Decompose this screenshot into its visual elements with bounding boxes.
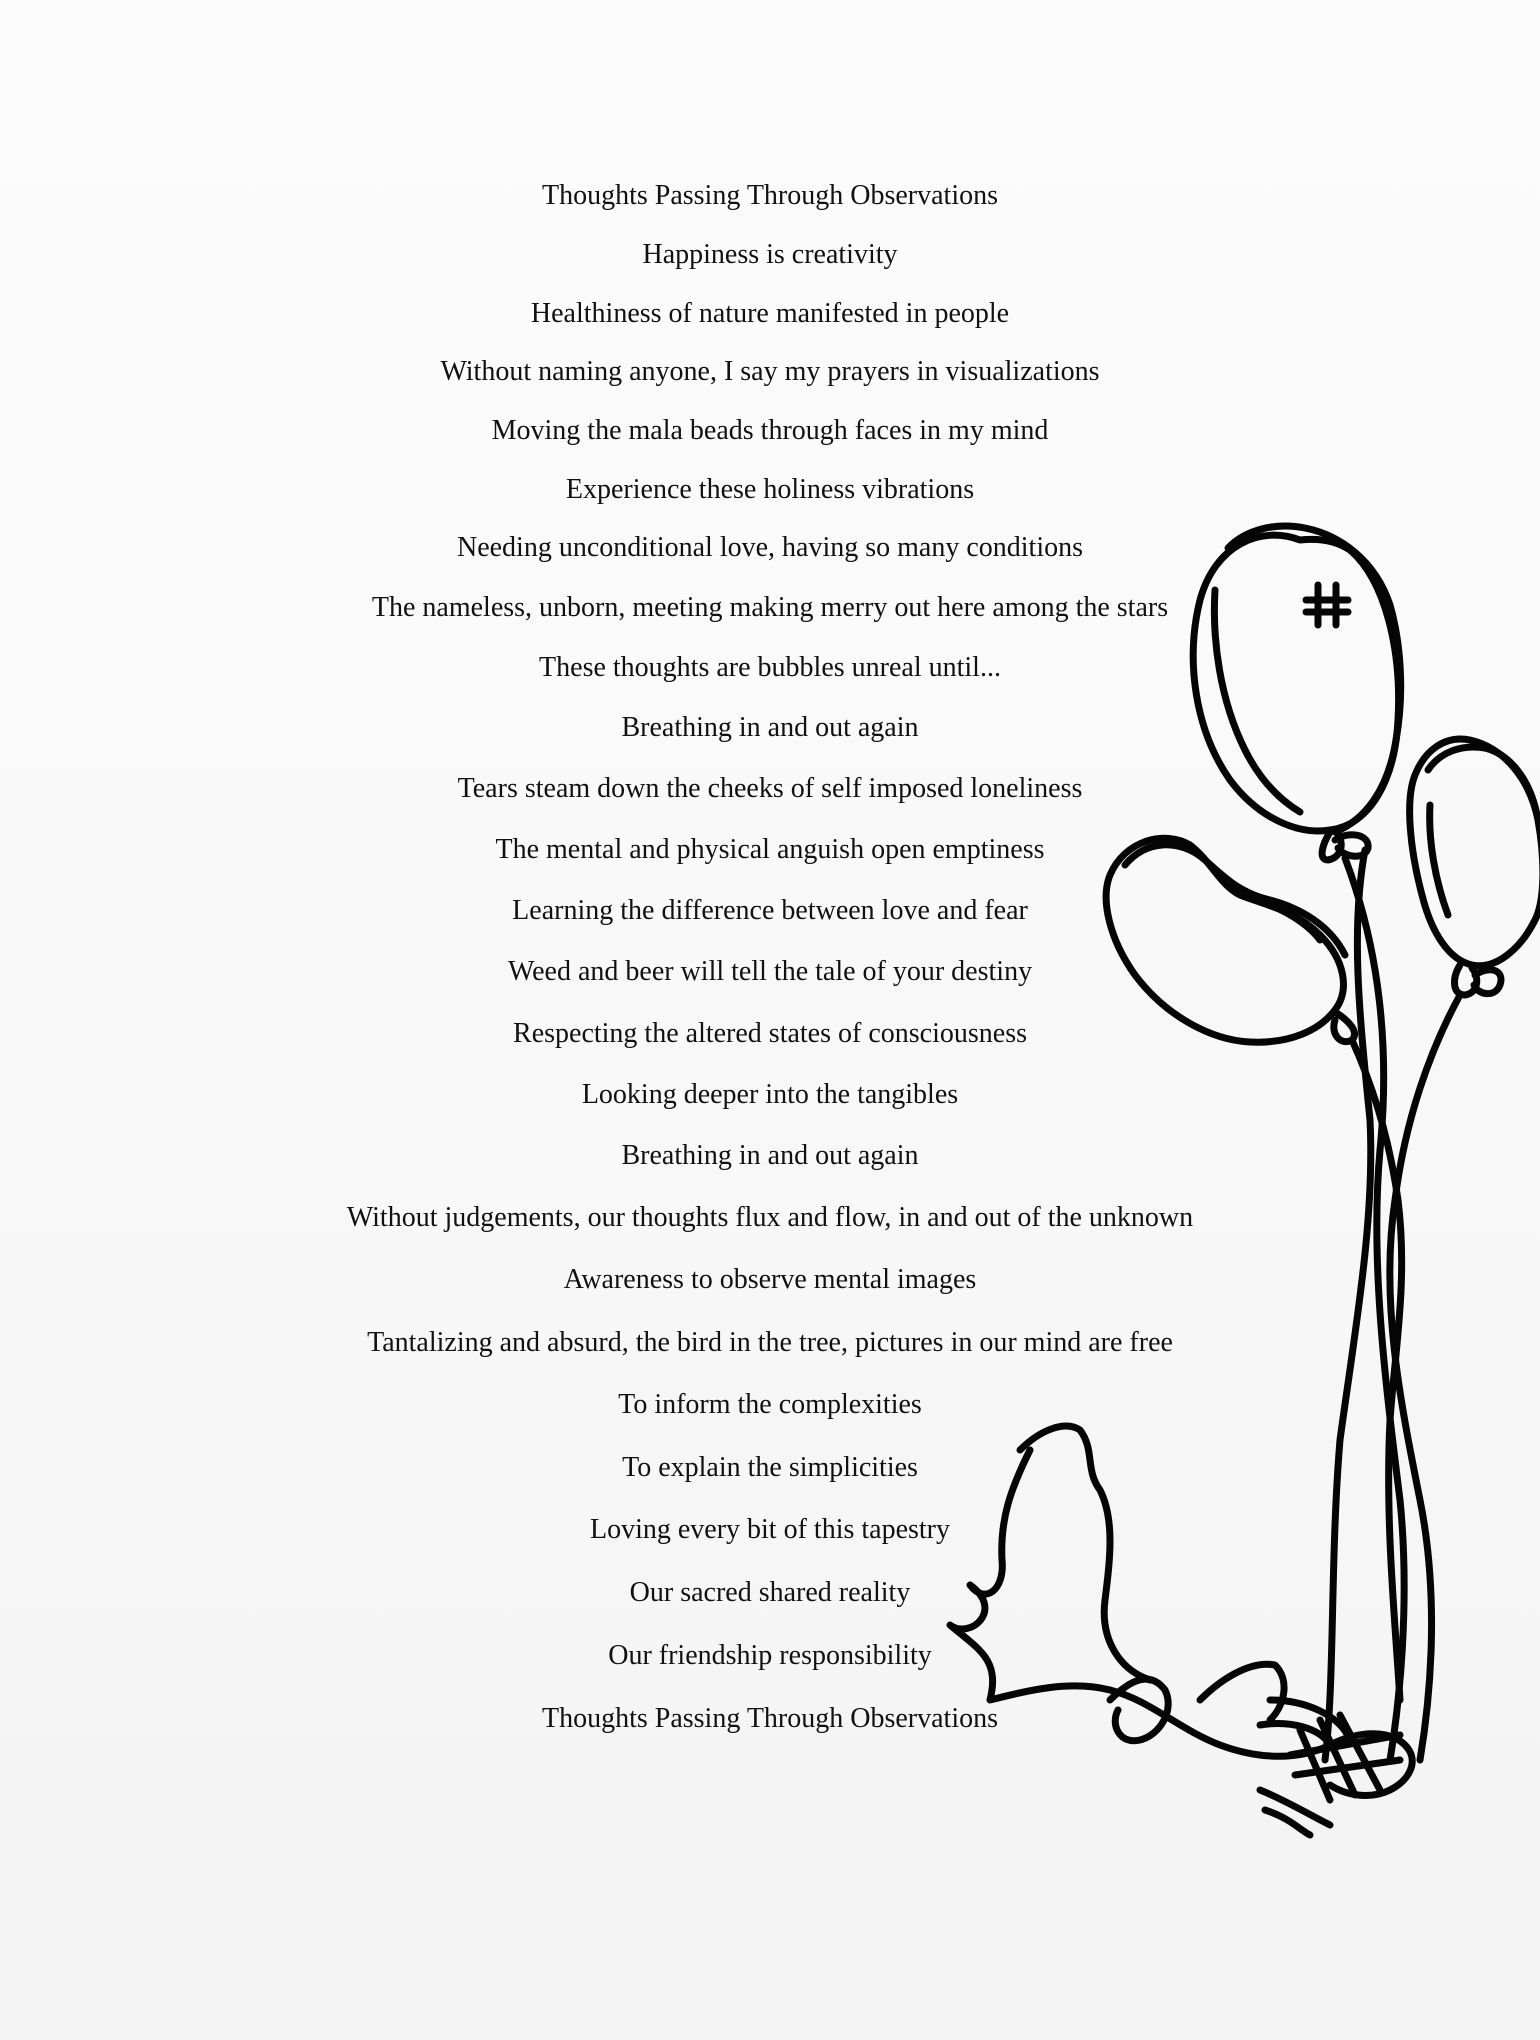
poem-line: To inform the complexities xyxy=(618,1389,922,1420)
poem-line: Awareness to observe mental images xyxy=(563,1264,977,1295)
poem-line: Healthiness of nature manifested in people xyxy=(530,298,1010,329)
poem-line: Looking deeper into the tangibles xyxy=(581,1079,959,1110)
poem-title: Thoughts Passing Through Observations xyxy=(541,180,999,211)
poem-line: Without judgements, our thoughts flux and flow, in and out of the unknown xyxy=(346,1202,1194,1233)
poem-line: Breathing in and out again xyxy=(621,1140,919,1171)
poem-line: Thoughts Passing Through Observations xyxy=(541,1703,999,1734)
poem-line: Our friendship responsibility xyxy=(608,1640,932,1671)
poem-line: Loving every bit of this tapestry xyxy=(589,1514,951,1545)
poem-line: Weed and beer will tell the tale of your destiny xyxy=(507,956,1033,987)
poem-line: Experience these holiness vibrations xyxy=(565,474,975,505)
poem-line: Needing unconditional love, having so many conditions xyxy=(456,532,1083,563)
poem-line: Without naming anyone, I say my prayers in visualizations xyxy=(440,356,1100,387)
poem-line: Learning the difference between love and fear xyxy=(512,895,1028,926)
poem-line: These thoughts are bubbles unreal until... xyxy=(539,652,1001,683)
poem-line: Respecting the altered states of consciousness xyxy=(513,1018,1027,1049)
poem-line: Tears steam down the cheeks of self imposed loneliness xyxy=(457,773,1083,804)
poem-line: Moving the mala beads through faces in my mind xyxy=(491,415,1049,446)
poem-line: Breathing in and out again xyxy=(621,712,919,743)
poem-line: The nameless, unborn, meeting making merry out here among the stars xyxy=(371,592,1169,623)
poem-line: The mental and physical anguish open emptiness xyxy=(495,834,1045,865)
poem-line: Our sacred shared reality xyxy=(629,1577,911,1608)
poem-line: To explain the simplicities xyxy=(622,1452,918,1483)
poem-line: Happiness is creativity xyxy=(642,239,898,270)
poem-line: Tantalizing and absurd, the bird in the tree, pictures in our mind are free xyxy=(367,1327,1173,1358)
